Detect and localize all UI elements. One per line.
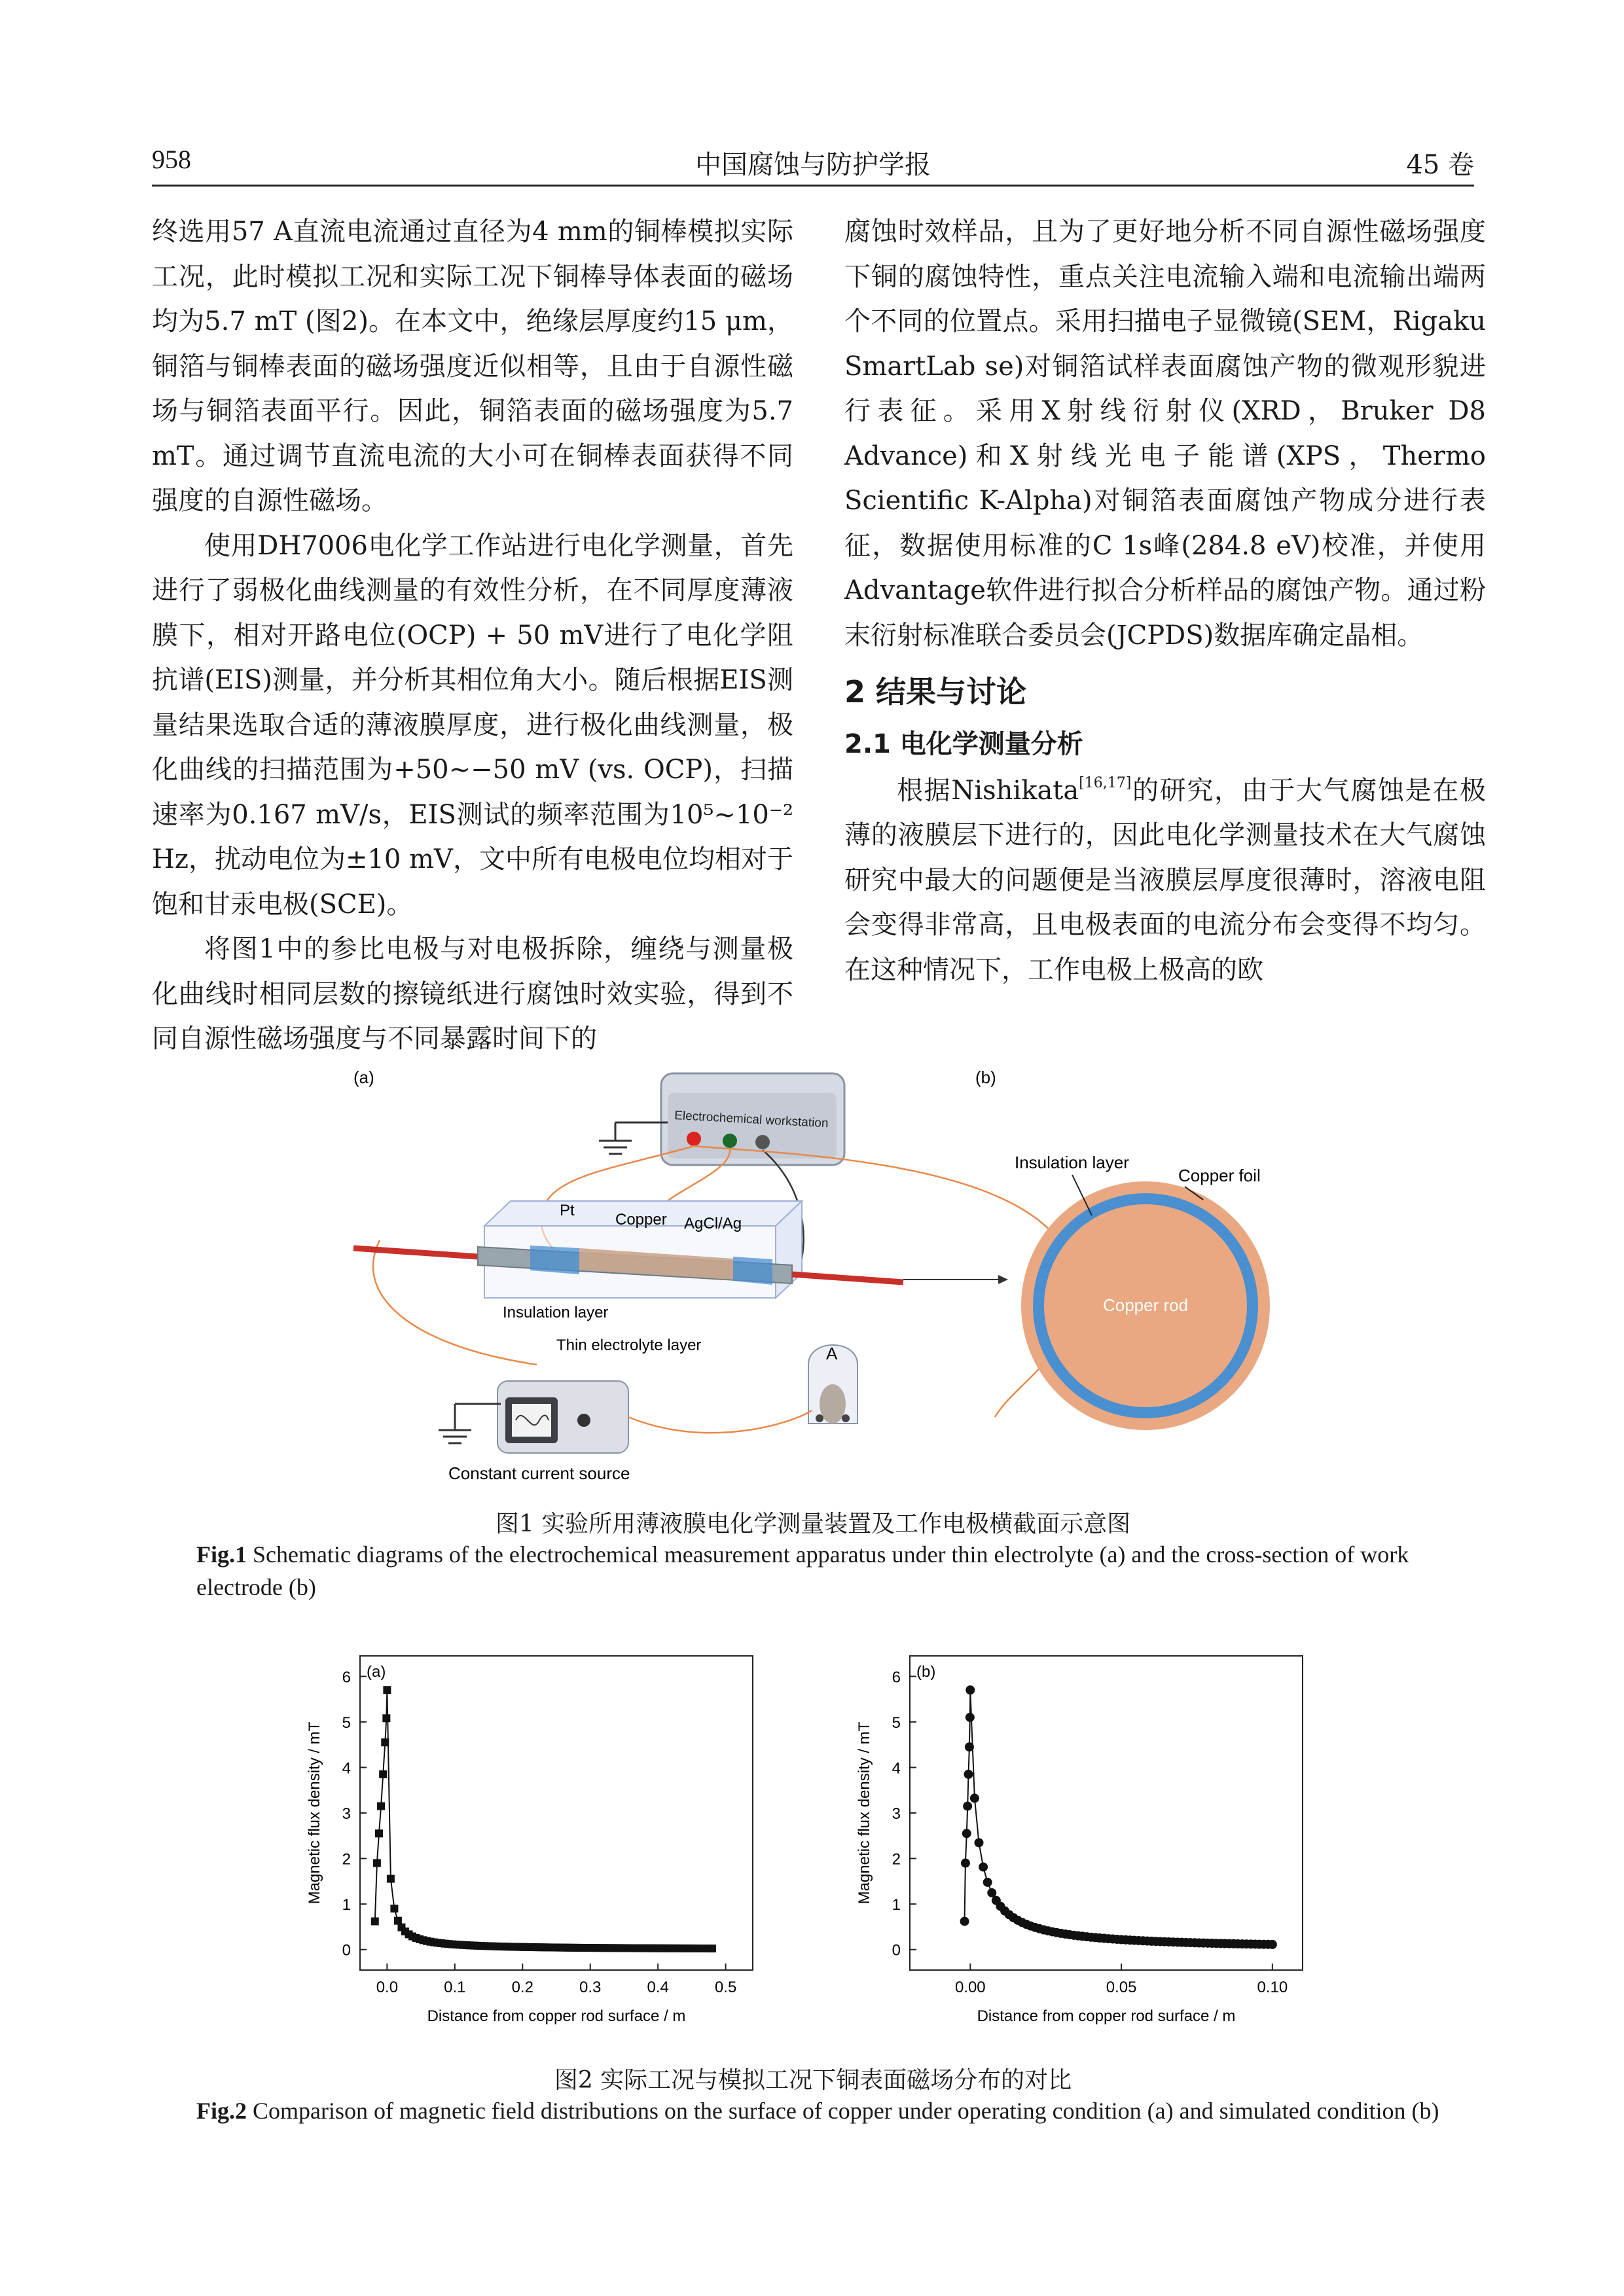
paragraph: 终选用57 A直流电流通过直径为4 mm的铜棒模拟实际工况，此时模拟工况和实际工况下铜棒导体表面的磁场均为5.7 mT (图2)。在本文中，绝缘层厚度约15 μm，铜箔与铜棒表面的磁场强度近似相等，且由于自源性磁场与铜箔表面平行。因此，铜箔表面的磁场强度为5.7 mT。通过调节直流电流的大小可在铜棒表面获得不同强度的自源性磁场。 bbox=[152, 217, 793, 516]
data-point bbox=[960, 1917, 969, 1926]
data-point bbox=[965, 1713, 975, 1722]
fig2-caption-text: Comparison of magnetic field distributions on the surface of copper under operating condition (a) and simulated condition (b) bbox=[253, 2098, 1439, 2124]
agcl-label: AgCl/Ag bbox=[684, 1215, 742, 1232]
x-tick-label: 0.1 bbox=[444, 1979, 466, 1996]
x-tick-label: 0.4 bbox=[647, 1979, 669, 1996]
constant-current-source bbox=[497, 1381, 628, 1453]
ammeter-label: A bbox=[826, 1344, 838, 1363]
data-point bbox=[383, 1686, 391, 1694]
y-tick-label: 5 bbox=[892, 1713, 901, 1732]
ammeter bbox=[808, 1344, 857, 1424]
data-point bbox=[381, 1738, 389, 1746]
gray-terminal bbox=[755, 1135, 770, 1149]
paragraph: 使用DH7006电化学工作站进行电化学测量，首先进行了弱极化曲线测量的有效性分析，在不同厚度薄液膜下，相对开路电位(OCP) + 50 mV进行了电化学阻抗谱(EIS)测量，并分析其相位角大小。随后根据EIS测量结果选取合适的薄液膜厚度，进行极化曲线测量，极化曲线的扫描范围为+50~−50 mV (vs. OCP)，扫描速率为0.167 mV/s，EIS测试的频率范围为10⁵~10⁻² Hz，扰动电位为±10 mV，文中所有电极电位均相对于饱和甘汞电极(SCE)。 bbox=[152, 530, 793, 920]
y-axis-label: Magnetic flux density / mT bbox=[306, 1721, 323, 1905]
paragraph bbox=[844, 768, 1486, 993]
header-rule bbox=[152, 185, 1474, 187]
x-axis-label: Distance from copper rod surface / m bbox=[427, 2007, 686, 2025]
y-axis-label: Magnetic flux density / mT bbox=[856, 1721, 873, 1905]
y-tick-label: 0 bbox=[892, 1941, 901, 1960]
data-point bbox=[962, 1829, 971, 1838]
panel-label: (b) bbox=[916, 1663, 936, 1681]
fig2-caption-label: Fig.2 bbox=[196, 2098, 247, 2124]
data-point bbox=[964, 1770, 973, 1779]
data-point bbox=[983, 1878, 992, 1887]
ground-icon bbox=[599, 1122, 668, 1154]
fig2-caption-en bbox=[196, 2094, 1440, 2127]
fig1-caption-label: Fig.1 bbox=[196, 1541, 247, 1568]
thin-electrolyte-label: Thin electrolyte layer bbox=[556, 1336, 702, 1354]
data-point bbox=[970, 1793, 979, 1803]
pt-label: Pt bbox=[560, 1202, 575, 1219]
right-column bbox=[844, 209, 1486, 992]
x-tick-label: 0.00 bbox=[954, 1979, 986, 1996]
y-tick-label: 1 bbox=[342, 1896, 351, 1914]
series-line bbox=[375, 1690, 712, 1948]
fig1-panel-b-label: (b) bbox=[975, 1067, 996, 1087]
paragraph: 腐蚀时效样品，且为了更好地分析不同自源性磁场强度下铜的腐蚀特性，重点关注电流输入端和电流输出端两个不同的位置点。采用扫描电子显微镜(SEM，Rigaku SmartLab se)对铜箔试样表面腐蚀产物的微观形貌进行表征。采用X射线衍射仪(XRD，Bruker D8 Advance)和X射线光电子能谱(XPS，Thermo Scientific K-Alpha)对铜箔表面腐蚀产物成分进行表征，数据使用标准的C 1s峰(284.8 eV)校准，并使用Advantage软件进行拟合分析样品的腐蚀产物。通过粉末衍射标准联合委员会(JCPDS)数据库确定晶相。 bbox=[844, 217, 1486, 651]
data-point bbox=[979, 1863, 988, 1872]
data-point bbox=[373, 1859, 381, 1867]
paragraph-text: 根据Nishikata bbox=[897, 775, 1079, 806]
x-tick-label: 0.3 bbox=[579, 1979, 602, 1996]
data-point bbox=[1268, 1940, 1277, 1949]
b-insulation-label: Insulation layer bbox=[1015, 1153, 1129, 1172]
x-tick-label: 0.0 bbox=[376, 1979, 399, 1996]
data-point bbox=[987, 1888, 996, 1897]
fig1-caption-cn: 图1 实验所用薄液膜电化学测量装置及工作电极横截面示意图 bbox=[495, 1511, 1131, 1537]
journal-title: 中国腐蚀与防护学报 bbox=[695, 150, 931, 180]
subsection-heading: 2.1 电化学测量分析 bbox=[844, 729, 1083, 759]
y-tick-label: 4 bbox=[892, 1759, 901, 1778]
data-point bbox=[387, 1875, 395, 1883]
running-header bbox=[152, 140, 1474, 186]
y-tick-label: 4 bbox=[342, 1759, 351, 1778]
series-line bbox=[965, 1690, 1272, 1945]
b-copper-foil-label: Copper foil bbox=[1178, 1166, 1261, 1185]
x-tick-label: 0.10 bbox=[1257, 1979, 1288, 1996]
page-number: 958 bbox=[152, 145, 191, 174]
current-source-label: Constant current source bbox=[448, 1463, 630, 1483]
y-tick-label: 1 bbox=[892, 1896, 901, 1914]
paragraph: 将图1中的参比电极与对电极拆除，缠绕与测量极化曲线时相同层数的擦镜纸进行腐蚀时效实验，得到不同自源性磁场强度与不同暴露时间下的 bbox=[152, 934, 793, 1054]
data-point bbox=[965, 1685, 975, 1695]
y-tick-label: 5 bbox=[342, 1713, 351, 1732]
y-tick-label: 3 bbox=[342, 1805, 351, 1823]
fig1-panel-a-label: (a) bbox=[353, 1067, 374, 1087]
y-tick-label: 2 bbox=[342, 1850, 351, 1869]
data-point bbox=[390, 1905, 398, 1912]
fig1-caption-en bbox=[196, 1538, 1440, 1604]
figure-1 bbox=[340, 1057, 1309, 1489]
insulation-label: Insulation layer bbox=[503, 1304, 609, 1321]
data-point bbox=[377, 1803, 385, 1810]
section-heading: 2 结果与讨论 bbox=[844, 674, 1027, 709]
b-copper-rod-label: Copper rod bbox=[1102, 1295, 1189, 1315]
data-point bbox=[371, 1918, 379, 1926]
workstation-label: Electrochemical workstation bbox=[674, 1109, 829, 1131]
x-axis-label: Distance from copper rod surface / m bbox=[977, 2007, 1236, 2025]
volume-number: 45 卷 bbox=[1406, 150, 1474, 180]
y-tick-label: 3 bbox=[892, 1805, 901, 1823]
y-tick-label: 0 bbox=[342, 1941, 351, 1960]
x-tick-label: 0.2 bbox=[511, 1979, 533, 1996]
fig2-chart-a bbox=[281, 1636, 805, 2055]
data-point bbox=[963, 1802, 972, 1811]
fig2-chart-b bbox=[831, 1636, 1355, 2055]
fig2-caption-cn: 图2 实际工况与模拟工况下铜表面磁场分布的对比 bbox=[554, 2067, 1072, 2094]
data-point bbox=[379, 1770, 387, 1778]
panel-label: (a) bbox=[367, 1663, 386, 1681]
paragraph-text: 的研究，由于大气腐蚀是在极薄的液膜层下进行的，因此电化学测量技术在大气腐蚀研究中最大的问题便是当液膜层厚度很薄时，溶液电阻会变得非常高，且电极表面的电流分布会变得不均匀。在这种情况下，工作电极上极高的欧 bbox=[844, 775, 1487, 985]
data-point bbox=[965, 1742, 974, 1751]
y-tick-label: 2 bbox=[892, 1850, 901, 1869]
x-tick-label: 0.5 bbox=[714, 1979, 737, 1996]
data-point bbox=[375, 1829, 383, 1837]
data-point bbox=[974, 1838, 983, 1847]
citation: [16,17] bbox=[1079, 774, 1132, 791]
red-terminal bbox=[687, 1132, 701, 1146]
x-tick-label: 0.05 bbox=[1106, 1979, 1137, 1996]
data-point bbox=[708, 1945, 716, 1952]
green-terminal bbox=[723, 1134, 737, 1148]
ground-icon bbox=[439, 1404, 501, 1443]
y-tick-label: 6 bbox=[342, 1668, 351, 1687]
data-point bbox=[961, 1859, 970, 1868]
copper-label: Copper bbox=[615, 1211, 667, 1229]
arrow-head-icon bbox=[998, 1275, 1008, 1284]
plot-frame bbox=[360, 1656, 753, 1970]
data-point bbox=[382, 1714, 390, 1722]
wire bbox=[628, 1410, 812, 1433]
fig1-caption-text: Schematic diagrams of the electrochemical measurement apparatus under thin electrolyte (a) and the cross-section of work electrode (b) bbox=[196, 1541, 1409, 1600]
left-column bbox=[152, 209, 793, 1062]
y-tick-label: 6 bbox=[892, 1668, 901, 1687]
